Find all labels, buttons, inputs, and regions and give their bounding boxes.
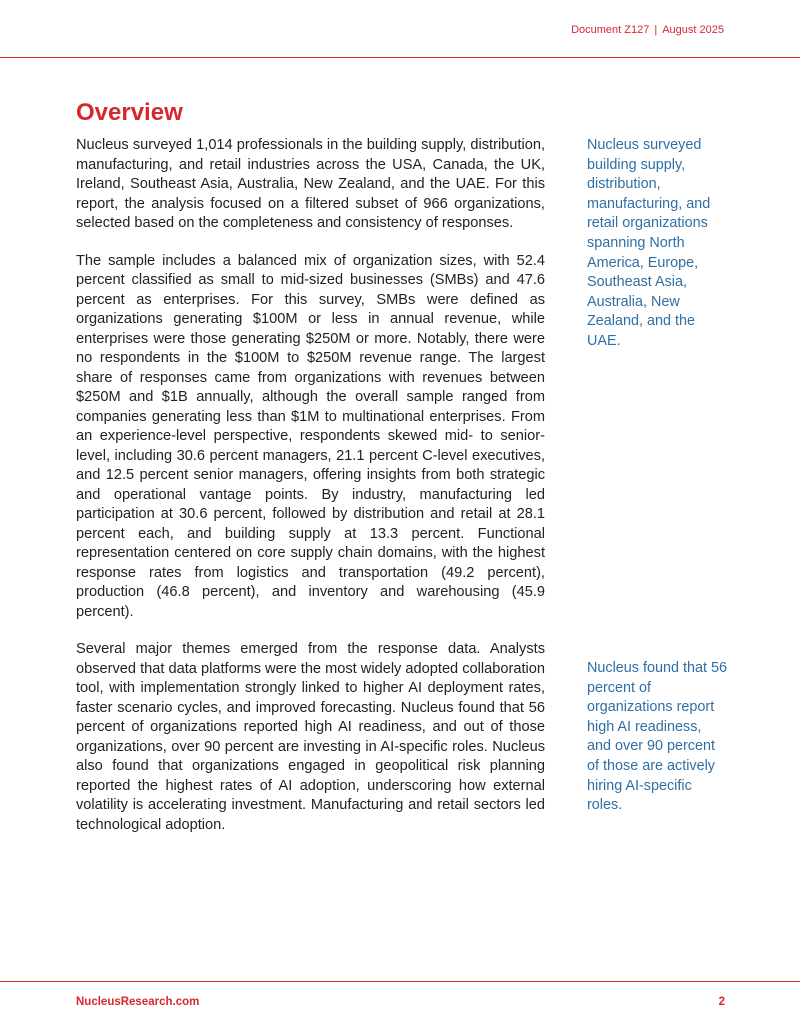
document-date: August 2025 (662, 24, 724, 36)
body-paragraph-2: The sample includes a balanced mix of organization sizes, with 52.4 percent classified as small to mid-sized businesses (SMBs) and 47.6 percent as enterprises. For this survey, SMBs were defined as organizations generating $100M or less in annual revenue, while enterprises were those generating $250M or more. Notably, there were no respondents in the $100M to $250M revenue range. The largest share of responses came from organizations with revenues between $250M and $1B annually, although the overall sample ranged from companies generating less than $1M to multinational enterprises. From an experience-level perspective, respondents skewed mid- to senior-level, including 30.6 percent managers, 21.1 percent C-level executives, and 12.5 percent senior managers, offering insights from both strategic and operational vantage points. By industry, manufacturing led participation at 30.6 percent, followed by distribution and retail at 28.1 percent each, and building supply at 13.3 percent. Functional representation centered on core supply chain domains, with the highest response rates from logistics and transportation (49.2 percent), production (46.8 percent), and inventory and warehousing (45.9 percent). (76, 252, 545, 620)
body-paragraph-1: Nucleus surveyed 1,014 professionals in the building supply, distribution, manufacturing, and retail industries across the USA, Canada, the UK, Ireland, Southeast Asia, Australia, New Zealand, and the UAE. For this report, the analysis focused on a filtered subset of 966 organizations, selected based on the completeness and consistency of responses. (76, 137, 545, 231)
sidenote-survey-scope: Nucleus surveyed building supply, distribution, manufacturing, and retail organizations spanning North America, Europe, Southeast Asia, Australia, New Zealand, and the UAE. (587, 137, 711, 349)
sidenote-ai-readiness: Nucleus found that 56 percent of organizations report high AI readiness, and over 90 percent of those are actively hiring AI-specific roles. (587, 660, 728, 814)
section-heading: Overview (76, 99, 183, 126)
header-separator: | (654, 24, 658, 36)
body-text-column (76, 136, 545, 853)
document-header (571, 24, 724, 36)
footer-website-link[interactable]: NucleusResearch.com (76, 996, 200, 1008)
header-divider (0, 57, 800, 58)
footer-divider (0, 981, 800, 982)
body-paragraph-3: Several major themes emerged from the response data. Analysts observed that data platforms were the most widely adopted collaboration tool, with implementation strongly linked to higher AI deployment rates, faster scenario cycles, and improved forecasting. Nucleus found that 56 percent of organizations reported high AI readiness, and out of those organizations, over 90 percent are investing in AI-specific roles. Nucleus also found that organizations engaged in geopolitical risk planning reported the highest rates of AI adoption, underscoring how external volatility is accelerating investment. Manufacturing and retail sectors led technological adoption. (76, 641, 545, 833)
document-id: Document Z127 (571, 24, 650, 36)
page-number: 2 (718, 996, 725, 1008)
